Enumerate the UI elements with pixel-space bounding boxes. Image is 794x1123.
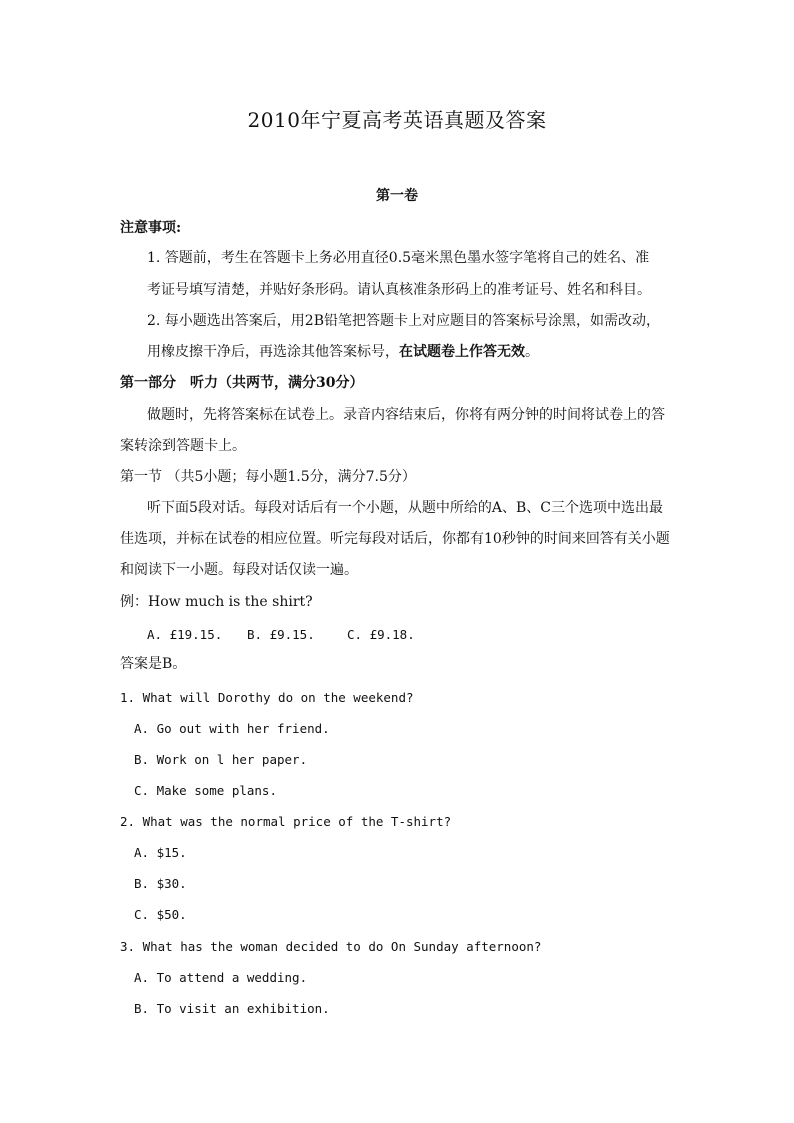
example-options xyxy=(147,626,415,644)
question-1-option-c: C. Make some plans. xyxy=(134,783,277,798)
part1-intro-line2: 案转涂到答题卡上。 xyxy=(120,438,246,454)
notice-2-line1: 2. 每小题选出答案后，用2B铅笔把答题卡上对应题目的答案标号涂黑，如需改动， xyxy=(147,313,661,329)
notice-1-line1: 1. 答题前，考生在答题卡上务必用直径0.5毫米黑色墨水签字笔将自己的姓名、准 xyxy=(147,250,650,266)
section1-intro-line2: 佳选项，并标在试卷的相应位置。听完每段对话后，你都有10秒钟的时间来回答有关小题 xyxy=(120,531,670,547)
example-answer: 答案是B。 xyxy=(120,656,187,672)
part1-intro-line1: 做题时，先将答案标在试卷上。录音内容结束后，你将有两分钟的时间将试卷上的答 xyxy=(147,407,665,423)
example-option-b: B. £9.15. xyxy=(247,627,315,642)
section1-heading: 第一节 （共5小题；每小题1.5分，满分7.5分） xyxy=(120,469,416,485)
question-3-stem: 3. What has the woman decided to do On Sunday afternoon? xyxy=(120,939,542,954)
section1-intro-line1: 听下面5段对话。每段对话后有一个小题，从题中所给的A、B、C三个选项中选出最 xyxy=(147,500,664,516)
question-1-option-a: A. Go out with her friend. xyxy=(134,721,330,736)
notice-1-line2: 考证号填写清楚，并贴好条形码。请认真核准条形码上的准考证号、姓名和科目。 xyxy=(147,282,651,298)
notice-2-line2-end: 。 xyxy=(525,344,539,360)
notice-2-line2-text: 用橡皮擦干净后，再选涂其他答案标号， xyxy=(147,344,399,360)
example-question: 例：How much is the shirt? xyxy=(120,594,313,610)
question-1-stem: 1. What will Dorothy do on the weekend? xyxy=(120,690,414,705)
volume-heading: 第一卷 xyxy=(376,188,418,204)
example-option-a: A. £19.15. xyxy=(147,627,223,642)
notice-2-line2 xyxy=(147,343,539,361)
question-3-option-a: A. To attend a wedding. xyxy=(134,970,308,985)
question-2-stem: 2. What was the normal price of the T-shirt? xyxy=(120,814,452,829)
question-2-option-b: B. $30. xyxy=(134,876,187,891)
question-2-option-a: A. $15. xyxy=(134,845,187,860)
notice-2-warning: 在试题卷上作答无效 xyxy=(399,344,525,360)
part1-heading: 第一部分 听力（共两节，满分30分） xyxy=(120,375,364,391)
example-option-c: C. £9.18. xyxy=(347,627,415,642)
section1-intro-line3: 和阅读下一小题。每段对话仅读一遍。 xyxy=(120,562,358,578)
question-1-option-b: B. Work on l her paper. xyxy=(134,752,308,767)
notice-heading: 注意事项: xyxy=(120,220,182,236)
document-title: 2010年宁夏高考英语真题及答案 xyxy=(247,108,547,132)
question-2-option-c: C. $50. xyxy=(134,907,187,922)
question-3-option-b: B. To visit an exhibition. xyxy=(134,1001,330,1016)
